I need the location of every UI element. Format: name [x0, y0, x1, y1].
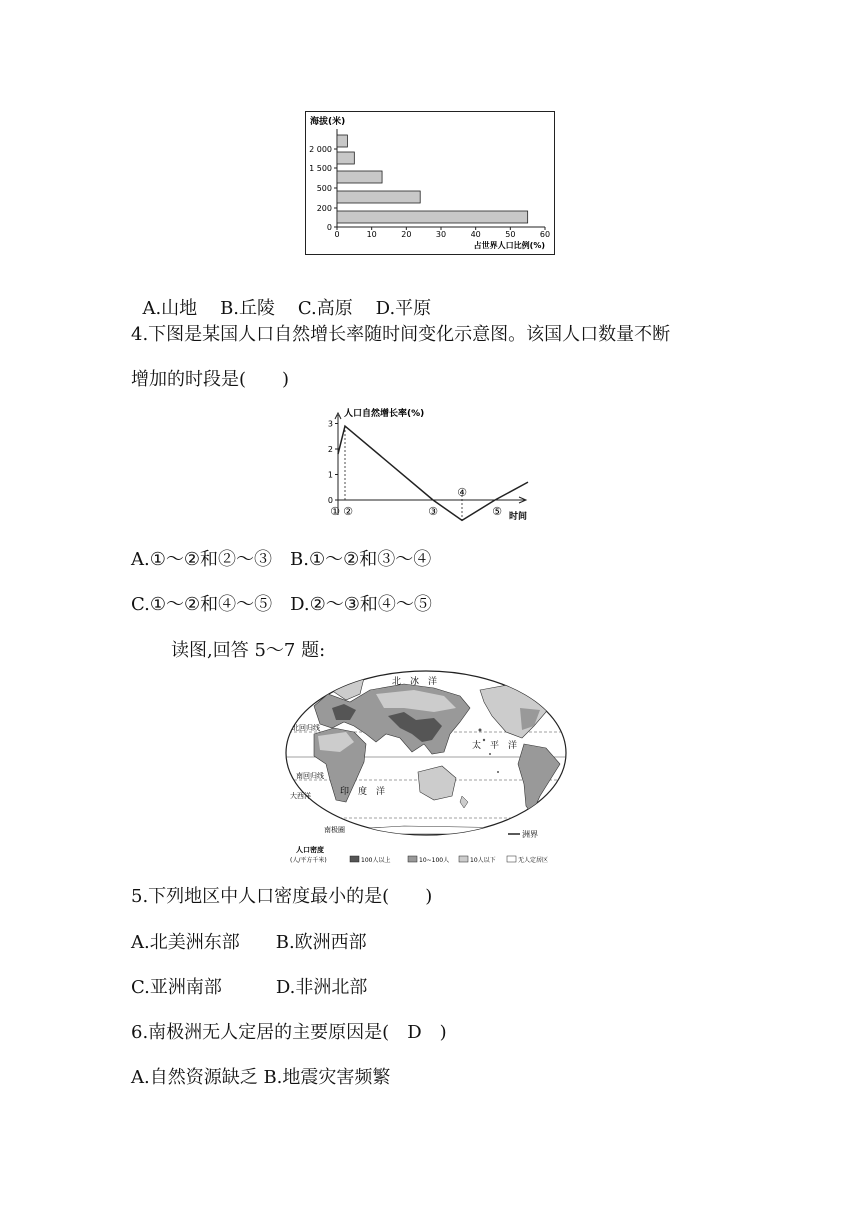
- growth-chart-title: 人口自然增长率(%): [344, 409, 425, 419]
- x-tick-label: 60: [539, 230, 551, 239]
- intro-5-7: 读图,回答 5～7 题:: [171, 640, 326, 661]
- q3-options: [131, 273, 431, 320]
- y-tick-label: 0: [327, 496, 333, 505]
- q6-stem: 6.南极洲无人定居的主要原因是( D ): [131, 1022, 447, 1043]
- antarctic-circle-label: 南极圈: [324, 826, 345, 834]
- growth-rate-chart: [325, 405, 535, 523]
- legend-swatch-uninhabited: [507, 856, 516, 862]
- world-population-map: [284, 668, 568, 868]
- indian-ocean-label: 印 度 洋: [340, 787, 386, 797]
- x-axis-label: 占世界人口比例(%): [473, 241, 545, 250]
- point-label-4: ④: [457, 486, 467, 499]
- option-b: B.丘陵: [220, 298, 276, 319]
- point-label-2: ②: [343, 505, 353, 518]
- point-label-1: ①: [330, 505, 340, 518]
- pacific-ocean-label: 太 平 洋: [472, 741, 518, 751]
- bar-200-500: [337, 191, 420, 203]
- bar-500-1500: [337, 171, 382, 183]
- y-tick-label: 2: [327, 445, 333, 454]
- atlantic-ocean-label: 大西洋: [290, 792, 311, 800]
- legend-swatch-under10: [459, 856, 468, 862]
- bar-0-200: [337, 211, 528, 223]
- option-a: A.山地: [142, 298, 198, 319]
- y-tick-label: 3: [327, 419, 333, 429]
- option-c: C.高原: [297, 298, 353, 319]
- tropic-cancer-label: 北回归线: [292, 724, 320, 732]
- q4-stem-line2: 增加的时段是( ): [131, 369, 290, 390]
- x-tick-label: 0: [334, 230, 340, 239]
- legend-unit: (人/平方千米): [290, 857, 327, 864]
- q5-stem: 5.下列地区中人口密度最小的是( ): [131, 886, 433, 907]
- y-tick-label: 1: [327, 470, 333, 480]
- q5-options-line1: A.北美洲东部 B.欧洲西部: [131, 932, 367, 953]
- y-tick-label: 0: [326, 223, 332, 232]
- tropic-capricorn-label: 南回归线: [296, 772, 324, 780]
- legend-label-10-100: 10~100人: [419, 857, 450, 864]
- q6-options-line1: A.自然资源缺乏 B.地震灾害频繁: [131, 1067, 391, 1088]
- chart-title: 海拔(米): [310, 117, 346, 127]
- point-label-3: ③: [428, 505, 438, 518]
- arctic-ocean-label: 北 冰 洋: [392, 677, 438, 687]
- y-tick-label: 500: [316, 184, 332, 193]
- q4-options-line1: A.①～②和②～③ B.①～②和③～④: [131, 549, 432, 570]
- continent-boundary-legend: 洲界: [522, 830, 538, 839]
- point-label-5: ⑤: [492, 505, 502, 518]
- option-d: D.平原: [375, 298, 432, 319]
- legend-title: 人口密度: [296, 846, 324, 854]
- q5-options-line2: C.亚洲南部 D.非洲北部: [131, 977, 368, 998]
- x-tick-label: 20: [401, 230, 412, 239]
- legend-label-uninhabited: 无人定居区: [518, 857, 549, 864]
- x-tick-label: 50: [505, 230, 516, 239]
- q4-options-line2: C.①～②和④～⑤ D.②～③和④～⑤: [131, 594, 432, 615]
- bar->2000: [337, 135, 347, 147]
- legend-label-100plus: 100人以上: [361, 857, 391, 864]
- x-tick-label: 10: [366, 230, 377, 239]
- x-tick-label: 40: [470, 230, 481, 239]
- y-tick-label: 1 500: [309, 164, 332, 173]
- q4-stem-line1: 4.下图是某国人口自然增长率随时间变化示意图。该国人口数量不断: [131, 324, 671, 345]
- x-tick-label: 30: [435, 230, 447, 239]
- bar-1500-2000: [337, 152, 354, 164]
- legend-label-under10: 10人以下: [470, 857, 496, 864]
- legend-swatch-100plus: [350, 856, 359, 862]
- altitude-population-chart: [305, 111, 555, 255]
- y-tick-label: 2 000: [309, 145, 332, 154]
- legend-swatch-10-100: [408, 856, 417, 862]
- y-tick-label: 200: [316, 204, 332, 213]
- growth-chart-xlabel: 时间: [509, 512, 528, 522]
- map-legend: [290, 845, 548, 864]
